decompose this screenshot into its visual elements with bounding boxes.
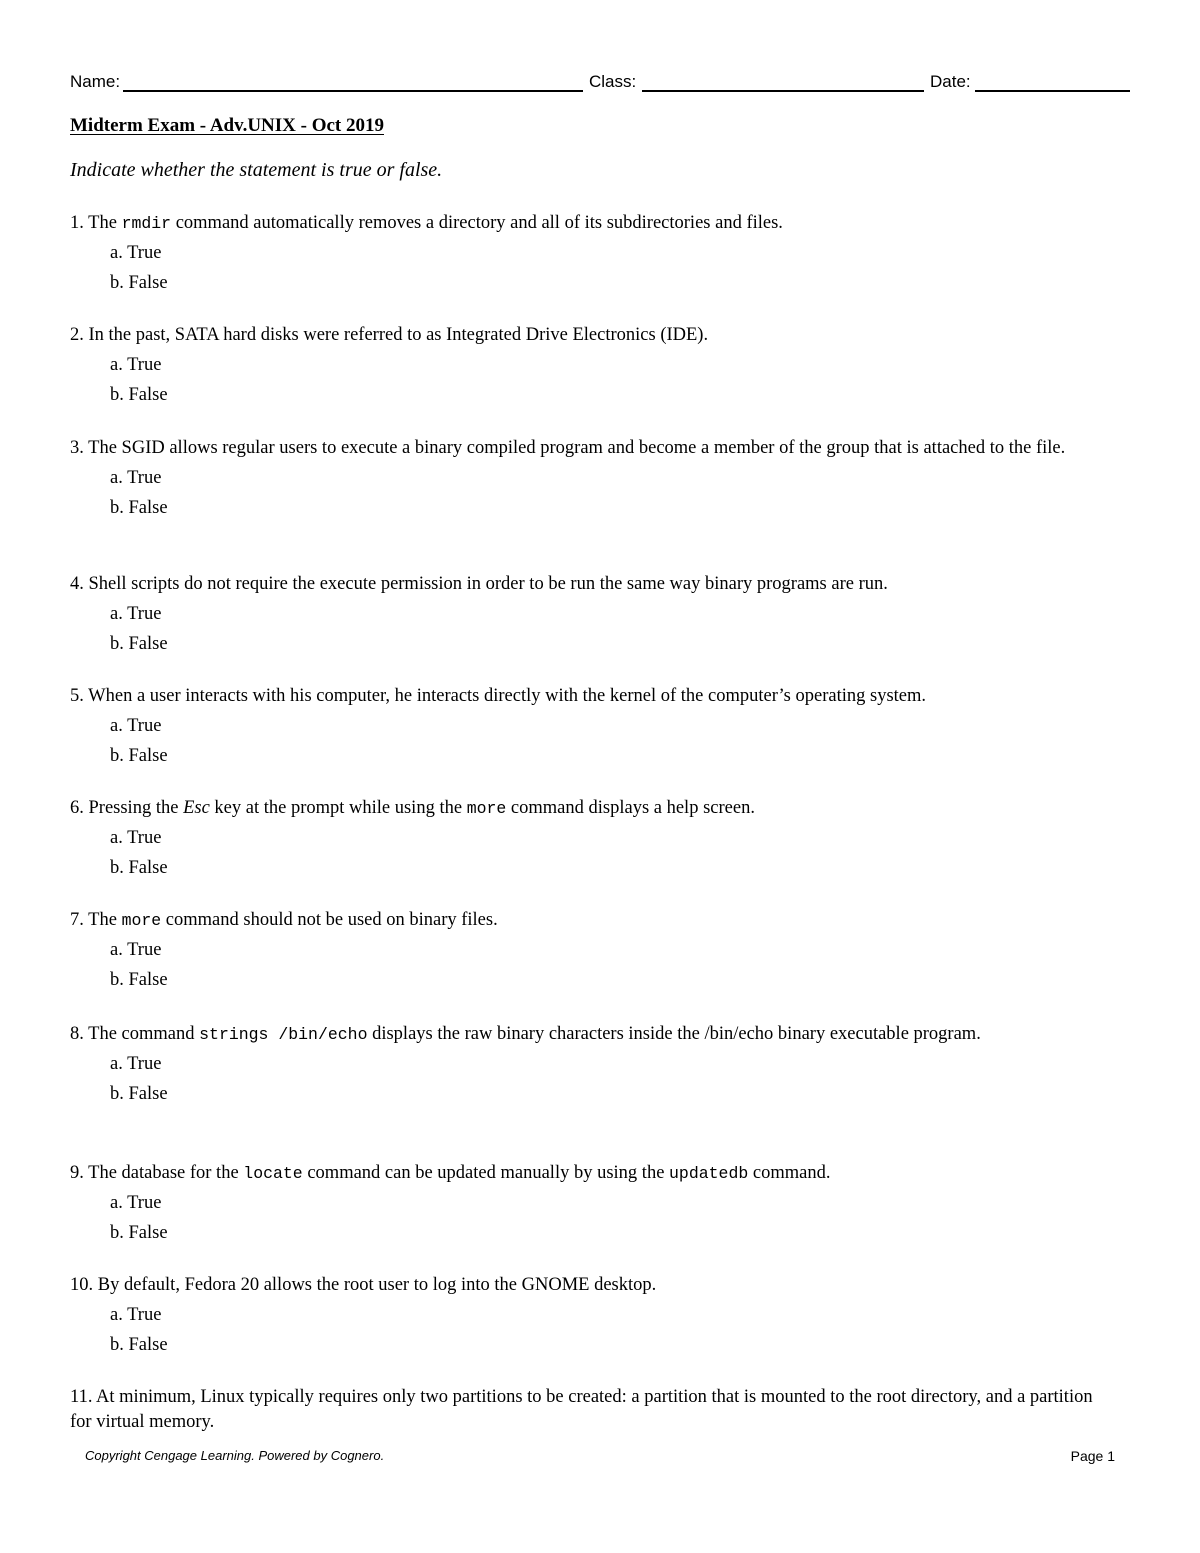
question-6 (70, 796, 1110, 881)
question-text (70, 436, 1110, 461)
option-true: a. True (110, 716, 162, 736)
page-number: Page 1 (1070, 1448, 1115, 1464)
question-text-segment: 1. The (70, 213, 122, 233)
option-false: b. False (110, 970, 168, 990)
question-10 (70, 1273, 1110, 1358)
exam-title: Midterm Exam - Adv.UNIX - Oct 2019 (70, 115, 384, 136)
date-label: Date: (930, 72, 971, 91)
option-true: a. True (110, 1305, 162, 1325)
class-blank-line (642, 90, 924, 92)
question-11 (70, 1385, 1110, 1435)
date-blank-line (975, 90, 1130, 92)
question-text (70, 211, 1110, 236)
question-8 (70, 1022, 1110, 1107)
question-7 (70, 908, 1110, 993)
question-text-segment: 5. When a user interacts with his computer, he interacts directly with the kernel of the computer’s operating system. (70, 686, 927, 706)
name-blank-line (123, 90, 583, 92)
name-label: Name: (70, 72, 121, 91)
question-text (70, 1385, 1110, 1435)
question-5 (70, 684, 1110, 769)
question-text-segment: 6. Pressing the (70, 798, 184, 818)
question-text (70, 1022, 1110, 1047)
question-text-segment: 3. The SGID allows regular users to execute a binary compiled program and become a member of the group that is attached to the file. (70, 438, 1066, 458)
question-text (70, 1161, 1110, 1186)
question-text-segment: 11. At minimum, Linux typically requires only two partitions to be created: a partition that is mounted to the root directory, and a partition for virtual memory. (70, 1387, 1093, 1432)
option-true: a. True (110, 604, 162, 624)
option-false: b. False (110, 385, 168, 405)
command-name: updatedb (669, 1164, 749, 1183)
option-false: b. False (110, 858, 168, 878)
option-true: a. True (110, 828, 162, 848)
question-text-segment: 10. By default, Fedora 20 allows the root user to log into the GNOME desktop. (70, 1275, 657, 1295)
option-false: b. False (110, 746, 168, 766)
question-text-segment: command displays a help screen. (506, 798, 755, 818)
option-true: a. True (110, 355, 162, 375)
key-name: Esc (183, 798, 210, 818)
command-name: more (466, 799, 507, 818)
question-text-segment: key at the prompt while using the (209, 798, 467, 818)
question-text-segment: command automatically removes a directory and all of its subdirectories and files. (171, 213, 783, 233)
header-fields (70, 70, 1130, 96)
option-false: b. False (110, 1335, 168, 1355)
option-true: a. True (110, 1054, 162, 1074)
command-name: rmdir (121, 214, 172, 233)
question-text-segment: 4. Shell scripts do not require the execute permission in order to be run the same way binary programs are run. (70, 574, 888, 594)
question-9 (70, 1161, 1110, 1246)
command-name: locate (243, 1164, 303, 1183)
copyright-footer: Copyright Cengage Learning. Powered by Cognero. (85, 1448, 385, 1463)
question-text-segment: 2. In the past, SATA hard disks were referred to as Integrated Drive Electronics (IDE). (70, 325, 709, 345)
question-text (70, 572, 1110, 597)
question-4 (70, 572, 1110, 657)
option-false: b. False (110, 498, 168, 518)
question-text (70, 1273, 1110, 1298)
option-true: a. True (110, 243, 162, 263)
question-text-segment: command should not be used on binary files. (161, 910, 498, 930)
option-false: b. False (110, 273, 168, 293)
instruction-text: Indicate whether the statement is true or false. (70, 159, 443, 181)
command-name: strings /bin/echo (199, 1025, 368, 1044)
option-false: b. False (110, 634, 168, 654)
command-name: more (121, 911, 162, 930)
question-text (70, 323, 1110, 348)
question-1 (70, 211, 1110, 296)
question-text-segment: 8. The command (70, 1024, 200, 1044)
option-true: a. True (110, 940, 162, 960)
question-text-segment: command. (748, 1163, 831, 1183)
question-text (70, 796, 1110, 821)
option-false: b. False (110, 1084, 168, 1104)
option-true: a. True (110, 468, 162, 488)
question-text (70, 684, 1110, 709)
question-text-segment: command can be updated manually by using the (302, 1163, 670, 1183)
option-false: b. False (110, 1223, 168, 1243)
question-text-segment: displays the raw binary characters inside the /bin/echo binary executable program. (367, 1024, 981, 1044)
question-text (70, 908, 1110, 933)
option-true: a. True (110, 1193, 162, 1213)
question-text-segment: 7. The (70, 910, 122, 930)
class-label: Class: (589, 72, 637, 91)
question-text-segment: 9. The database for the (70, 1163, 244, 1183)
question-3 (70, 436, 1110, 521)
question-2 (70, 323, 1110, 408)
